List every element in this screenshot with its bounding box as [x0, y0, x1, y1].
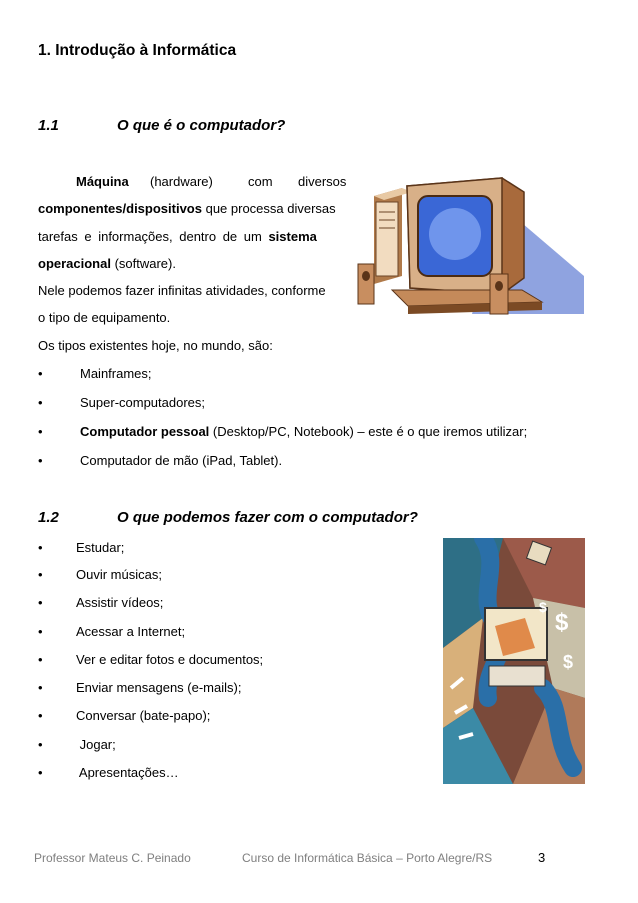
bullet-icon: •	[38, 595, 43, 610]
bold-term: Computador pessoal	[80, 424, 210, 439]
bold-term: operacional	[38, 256, 111, 271]
list-item-text: Apresentações…	[76, 765, 179, 780]
svg-text:$: $	[563, 652, 574, 672]
svg-text:$: $	[539, 599, 547, 615]
section-number: 1.1	[38, 117, 59, 134]
bullet-icon: •	[38, 765, 43, 780]
section-1-2-title	[38, 509, 458, 529]
footer-course: Curso de Informática Básica – Porto Alegre/RS	[242, 851, 493, 865]
paragraph-line	[38, 202, 336, 216]
paragraph-text: (hardware)	[150, 174, 213, 189]
bullet-icon: •	[38, 540, 43, 555]
computer-illustration	[352, 166, 590, 336]
paragraph-text: tarefas e informações, dentro de um	[38, 229, 269, 244]
paragraph-line: Os tipos existentes hoje, no mundo, são:	[38, 338, 273, 353]
list-item-text: Computador de mão (iPad, Tablet).	[80, 453, 283, 468]
bold-term: sistema	[268, 229, 317, 244]
bullet-icon: •	[38, 708, 43, 723]
list-item-text: Ver e editar fotos e documentos;	[76, 652, 264, 667]
list-item-text: Enviar mensagens (e-mails);	[76, 680, 242, 695]
paragraph-line: Nele podemos fazer infinitas atividades, conforme	[38, 283, 326, 298]
bullet-icon: •	[38, 453, 43, 468]
internet-shopping-illustration	[443, 538, 585, 784]
paragraph-line	[38, 257, 176, 271]
paragraph-line: o tipo de equipamento.	[38, 310, 171, 325]
list-item-text: Jogar;	[76, 737, 116, 752]
list-item-text: Ouvir músicas;	[76, 567, 162, 582]
list-item-text: Super-computadores;	[80, 395, 206, 410]
list-item-text: Acessar a Internet;	[76, 624, 186, 639]
page-number: 3	[538, 850, 546, 865]
bullet-icon: •	[38, 680, 43, 695]
bullet-icon: •	[38, 366, 43, 381]
paragraph-text: diversos	[298, 174, 347, 189]
bullet-icon: •	[38, 567, 43, 582]
bullet-icon: •	[38, 737, 43, 752]
list-item-text: (Desktop/PC, Notebook) – este é o que iremos utilizar;	[209, 424, 528, 439]
section-title: O que é o computador?	[117, 117, 286, 134]
list-item-text: Mainframes;	[80, 366, 152, 381]
bold-term: componentes/dispositivos	[38, 201, 202, 216]
list-item-text: Estudar;	[76, 540, 125, 555]
list-item-text: Assistir vídeos;	[76, 595, 164, 610]
paragraph-line	[38, 230, 317, 244]
section-number: 1.2	[38, 509, 59, 526]
list-item-text: Conversar (bate-papo);	[76, 708, 211, 723]
paragraph-text: com	[248, 174, 273, 189]
svg-text:$: $	[555, 609, 569, 636]
document-heading: 1. Introdução à Informática	[38, 42, 237, 59]
bullet-icon: •	[38, 424, 43, 439]
bullet-icon: •	[38, 395, 43, 410]
paragraph-text: que processa diversas	[201, 201, 336, 216]
bold-term: Máquina	[76, 174, 129, 189]
section-title: O que podemos fazer com o computador?	[117, 509, 418, 526]
section-1-1-title	[38, 117, 438, 137]
paragraph-line	[38, 175, 346, 189]
paragraph-text: (software).	[110, 256, 176, 271]
footer-author: Professor Mateus C. Peinado	[34, 851, 191, 865]
bullet-icon: •	[38, 624, 43, 639]
bullet-icon: •	[38, 652, 43, 667]
